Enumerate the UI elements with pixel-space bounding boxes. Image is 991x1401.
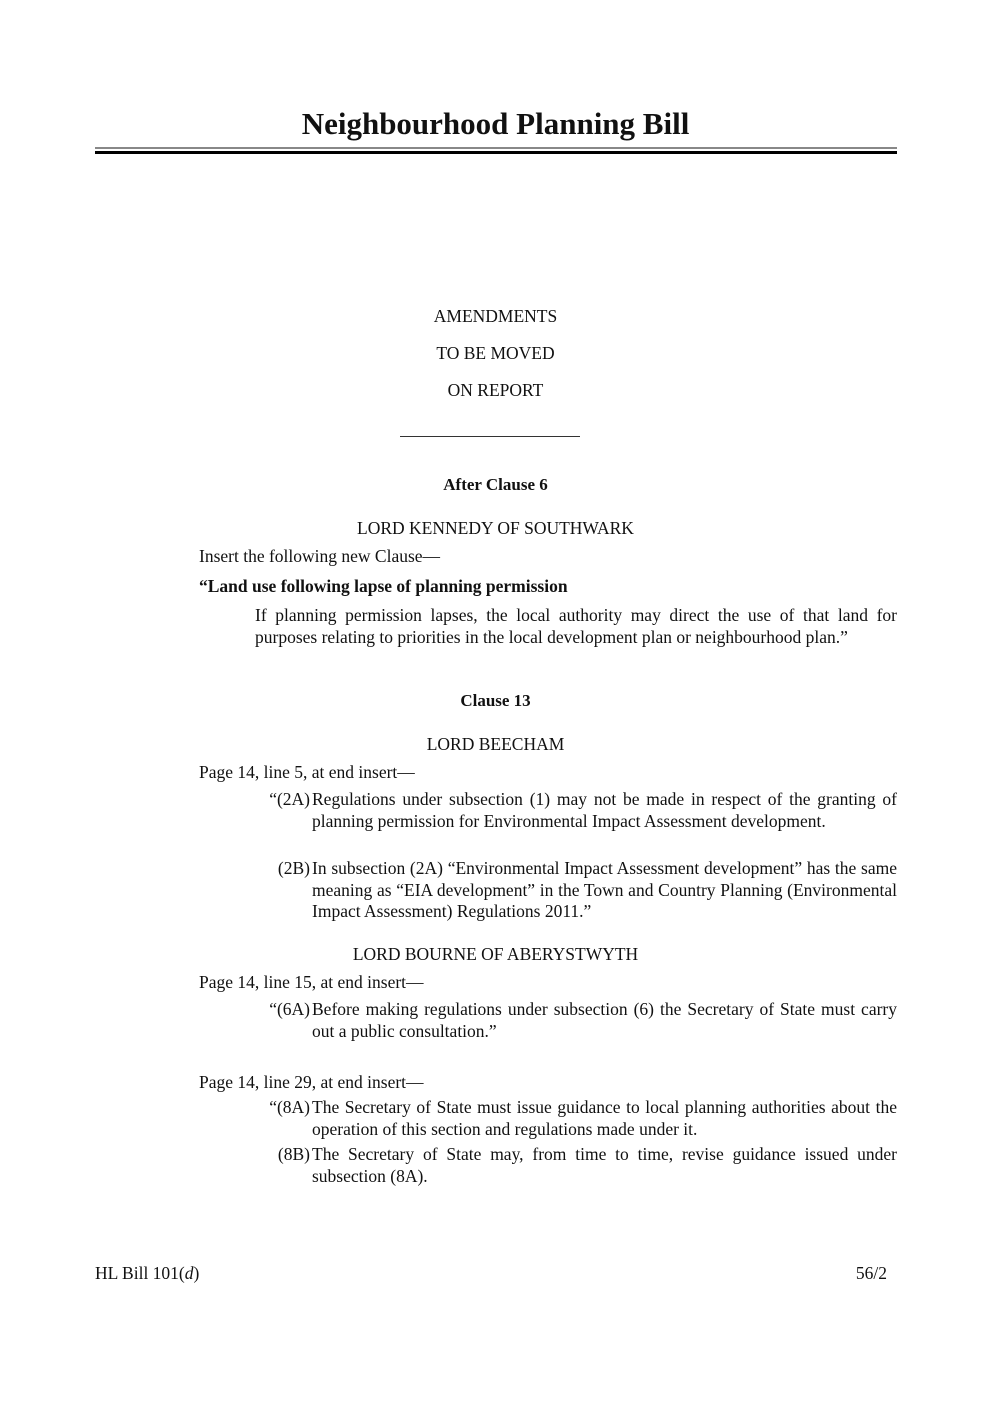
- document-title: Neighbourhood Planning Bill: [301, 106, 690, 141]
- subsection-text: Regulations under subsection (1) may not be made in respect of the granting of planning permission for Environmental Impact Assessment development.: [312, 789, 897, 831]
- subsection-label: (8B): [277, 1144, 310, 1164]
- subsection: [255, 1097, 897, 1140]
- new-clause-text: If planning permission lapses, the local authority may direct the use of that land for purposes relating to priorities in the local development plan or neighbourhood plan.”: [255, 605, 897, 647]
- subsection-label: “(6A): [269, 999, 310, 1019]
- section-divider: [400, 436, 580, 437]
- subsection-label: “(2A): [269, 789, 310, 809]
- title-rule-thick: [95, 151, 897, 154]
- amendment-instruction: Page 14, line 29, at end insert—: [199, 1072, 424, 1092]
- bill-ref-letter: d: [184, 1263, 194, 1283]
- subsection-text: The Secretary of State must issue guidance to local planning authorities about the operation of this section and regulations made under it.: [312, 1097, 897, 1139]
- subsection-text: Before making regulations under subsection (6) the Secretary of State must carry out a public consultation.”: [312, 999, 897, 1041]
- member-name: LORD BEECHAM: [426, 734, 565, 754]
- member-name: LORD BOURNE OF ABERYSTWYTH: [352, 944, 639, 964]
- subsection-label: (2B): [277, 858, 310, 878]
- subsection: [255, 1144, 897, 1187]
- subsection: [255, 999, 897, 1042]
- subsection-text: In subsection (2A) “Environmental Impact Assessment development” has the same meaning as “EIA development” in the Town and Country Planning (Environmental Impact Assessment) Regulations 2011.”: [312, 858, 897, 922]
- section-heading: After Clause 6: [443, 475, 548, 494]
- subsection: [255, 789, 897, 832]
- subsection: [255, 858, 897, 923]
- bill-ref-suffix: ): [193, 1263, 200, 1283]
- new-clause-title: “Land use following lapse of planning permission: [199, 576, 568, 596]
- cover-line-2: TO BE MOVED: [436, 343, 555, 363]
- subsection-label: “(8A): [269, 1097, 310, 1117]
- bill-reference: [95, 1263, 199, 1284]
- title-rule-thin: [95, 147, 897, 149]
- subsection-text: The Secretary of State may, from time to time, revise guidance issued under subsection (8A).: [312, 1144, 897, 1186]
- member-name: LORD KENNEDY OF SOUTHWARK: [357, 518, 634, 538]
- cover-line-1: AMENDMENTS: [433, 306, 558, 326]
- page-reference: 56/2: [855, 1263, 887, 1283]
- amendment-instruction: Page 14, line 5, at end insert—: [199, 762, 415, 782]
- amendment-instruction: Insert the following new Clause—: [199, 546, 441, 566]
- amendment-instruction: Page 14, line 15, at end insert—: [199, 972, 424, 992]
- section-heading: Clause 13: [460, 691, 531, 710]
- cover-line-3: ON REPORT: [447, 380, 544, 400]
- bill-ref-prefix: HL Bill 101(: [95, 1263, 185, 1283]
